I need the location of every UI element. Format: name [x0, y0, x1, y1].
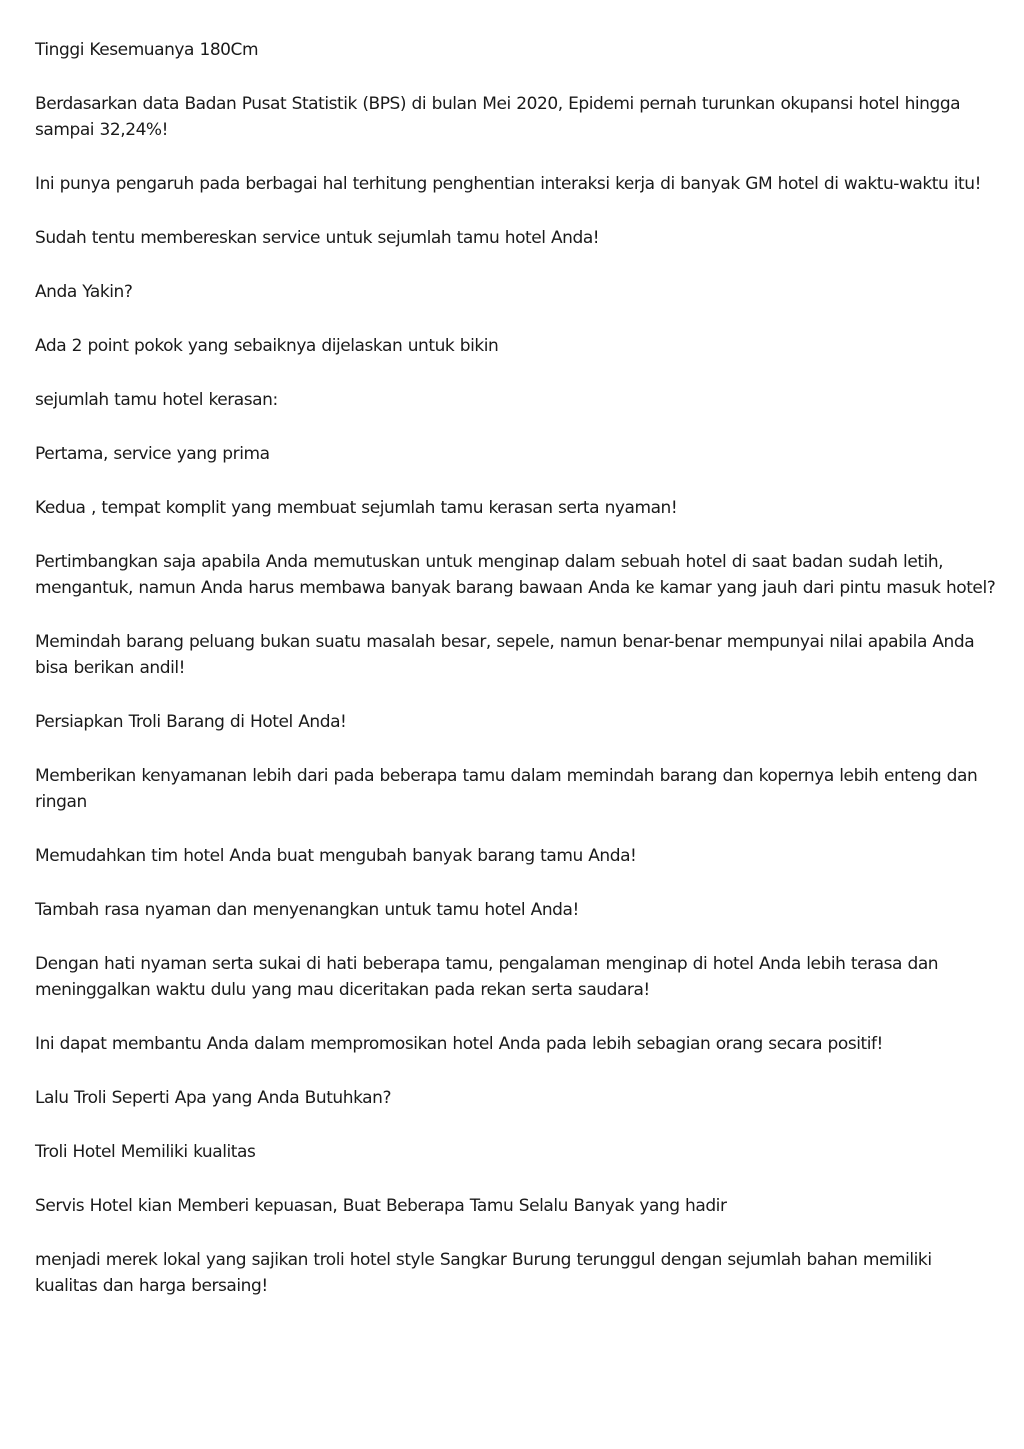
paragraph-team-ease: Memudahkan tim hotel Anda buat mengubah banyak barang tamu Anda!	[35, 846, 637, 866]
paragraph-local-brand: menjadi merek lokal yang sajikan troli hotel style Sangkar Burung terunggul dengan sejumlah bahan memiliki kualitas dan harga bersaing!	[35, 1250, 932, 1296]
paragraph-prepare-trolley: Persiapkan Troli Barang di Hotel Anda!	[35, 712, 347, 732]
paragraph-consider: Pertimbangkan saja apabila Anda memutuskan untuk menginap dalam sebuah hotel di saat badan sudah letih, mengantuk, namun Anda harus membawa banyak barang bawaan Anda ke kamar yang jauh dari pintu masuk hotel?	[35, 552, 996, 598]
paragraph-two-points: Ada 2 point pokok yang sebaiknya dijelaskan untuk bikin	[35, 336, 499, 356]
paragraph-second-point: Kedua , tempat komplit yang membuat sejumlah tamu kerasan serta nyaman!	[35, 498, 678, 518]
paragraph-question: Anda Yakin?	[35, 282, 133, 302]
document-body	[35, 37, 997, 1327]
paragraph-moving-goods: Memindah barang peluang bukan suatu masalah besar, sepele, namun benar-benar mempunyai nilai apabila Anda bisa berikan andil!	[35, 632, 975, 678]
paragraph-comfort: Memberikan kenyamanan lebih dari pada beberapa tamu dalam memindah barang dan kopernya lebih enteng dan ringan	[35, 766, 978, 812]
paragraph-what-trolley: Lalu Troli Seperti Apa yang Anda Butuhkan?	[35, 1088, 392, 1108]
paragraph-bps-statistic: Berdasarkan data Badan Pusat Statistik (BPS) di bulan Mei 2020, Epidemi pernah turunkan okupansi hotel hingga sampai 32,24%!	[35, 94, 961, 140]
paragraph-guests-comfortable: sejumlah tamu hotel kerasan:	[35, 390, 278, 410]
paragraph-impact: Ini punya pengaruh pada berbagai hal terhitung penghentian interaksi kerja di banyak GM hotel di waktu-waktu itu!	[35, 174, 981, 194]
paragraph-pleasant: Tambah rasa nyaman dan menyenangkan untuk tamu hotel Anda!	[35, 900, 579, 920]
paragraph-height-total: Tinggi Kesemuanya 180Cm	[35, 40, 259, 60]
paragraph-service: Sudah tentu membereskan service untuk sejumlah tamu hotel Anda!	[35, 228, 600, 248]
paragraph-first-point: Pertama, service yang prima	[35, 444, 270, 464]
paragraph-quality: Troli Hotel Memiliki kualitas	[35, 1142, 256, 1162]
paragraph-promotion: Ini dapat membantu Anda dalam mempromosikan hotel Anda pada lebih sebagian orang secara positif!	[35, 1034, 883, 1054]
paragraph-experience: Dengan hati nyaman serta sukai di hati beberapa tamu, pengalaman menginap di hotel Anda lebih terasa dan meninggalkan waktu dulu yang mau diceritakan pada rekan serta saudara!	[35, 954, 939, 1000]
paragraph-hotel-service: Servis Hotel kian Memberi kepuasan, Buat Beberapa Tamu Selalu Banyak yang hadir	[35, 1196, 727, 1216]
